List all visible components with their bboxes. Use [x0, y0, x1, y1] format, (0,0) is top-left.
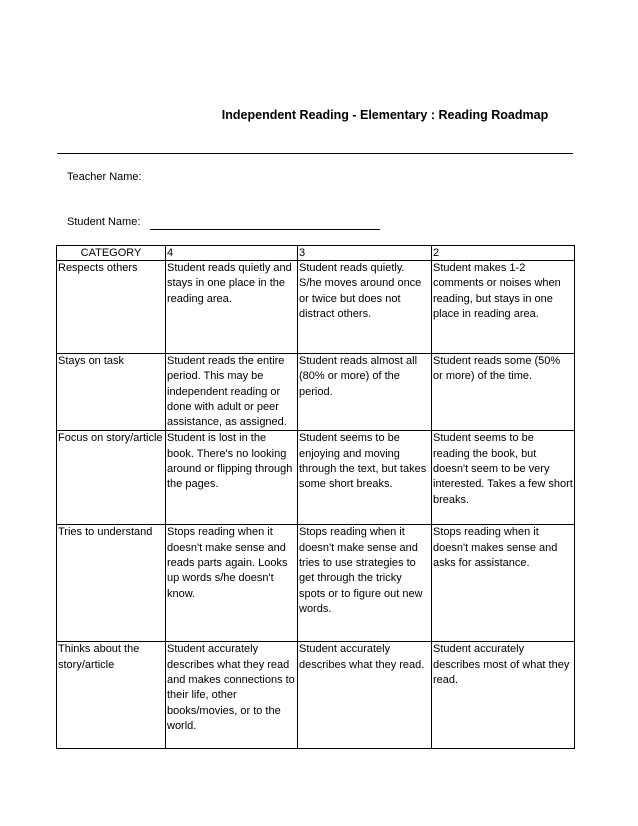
rubric-table — [56, 245, 575, 749]
cell-score-3: Student seems to be enjoying and moving through the text, but takes some short breaks. — [298, 431, 432, 525]
header-score-3: 3 — [298, 246, 432, 261]
table-row — [57, 261, 575, 354]
cell-score-4: Student reads the entire period. This may be independent reading or done with adult or peer assistance, as assigned. — [166, 354, 298, 431]
row-category: Tries to understand — [57, 525, 166, 642]
cell-score-2: Student makes 1-2 comments or noises when reading, but stays in one place in reading area. — [432, 261, 575, 354]
header-row — [57, 246, 575, 261]
header-score-2: 2 — [432, 246, 575, 261]
student-name-label: Student Name: — [67, 216, 141, 228]
table-row — [57, 642, 575, 749]
cell-score-4: Student accurately describes what they read and makes connections to their life, other books/movies, or to the world. — [166, 642, 298, 749]
table-row — [57, 354, 575, 431]
row-category: Focus on story/article — [57, 431, 166, 525]
student-name-line[interactable] — [150, 229, 380, 230]
header-score-4: 4 — [166, 246, 298, 261]
cell-score-4: Stops reading when it doesn't make sense and reads parts again. Looks up words s/he doesn't know. — [166, 525, 298, 642]
row-category: Stays on task — [57, 354, 166, 431]
teacher-name-label: Teacher Name: — [67, 171, 142, 183]
cell-score-3: Student accurately describes what they read. — [298, 642, 432, 749]
row-category: Respects others — [57, 261, 166, 354]
cell-score-2: Student seems to be reading the book, but doesn't seem to be very interested. Takes a few short breaks. — [432, 431, 575, 525]
cell-score-3: Student reads almost all (80% or more) of the period. — [298, 354, 432, 431]
cell-score-2: Student reads some (50% or more) of the time. — [432, 354, 575, 431]
cell-score-3: Stops reading when it doesn't make sense and tries to use strategies to get through the tricky spots or to figure out new words. — [298, 525, 432, 642]
cell-score-4: Student reads quietly and stays in one place in the reading area. — [166, 261, 298, 354]
cell-score-2: Student accurately describes most of what they read. — [432, 642, 575, 749]
header-category: CATEGORY — [57, 246, 166, 261]
title-rule — [57, 153, 573, 154]
cell-score-3: Student reads quietly. S/he moves around once or twice but does not distract others. — [298, 261, 432, 354]
table-row — [57, 525, 575, 642]
page-title: Independent Reading - Elementary : Reading Roadmap — [221, 108, 549, 122]
cell-score-2: Stops reading when it doesn't makes sense and asks for assistance. — [432, 525, 575, 642]
cell-score-4: Student is lost in the book. There's no looking around or flipping through the pages. — [166, 431, 298, 525]
row-category: Thinks about the story/article — [57, 642, 166, 749]
table-row — [57, 431, 575, 525]
